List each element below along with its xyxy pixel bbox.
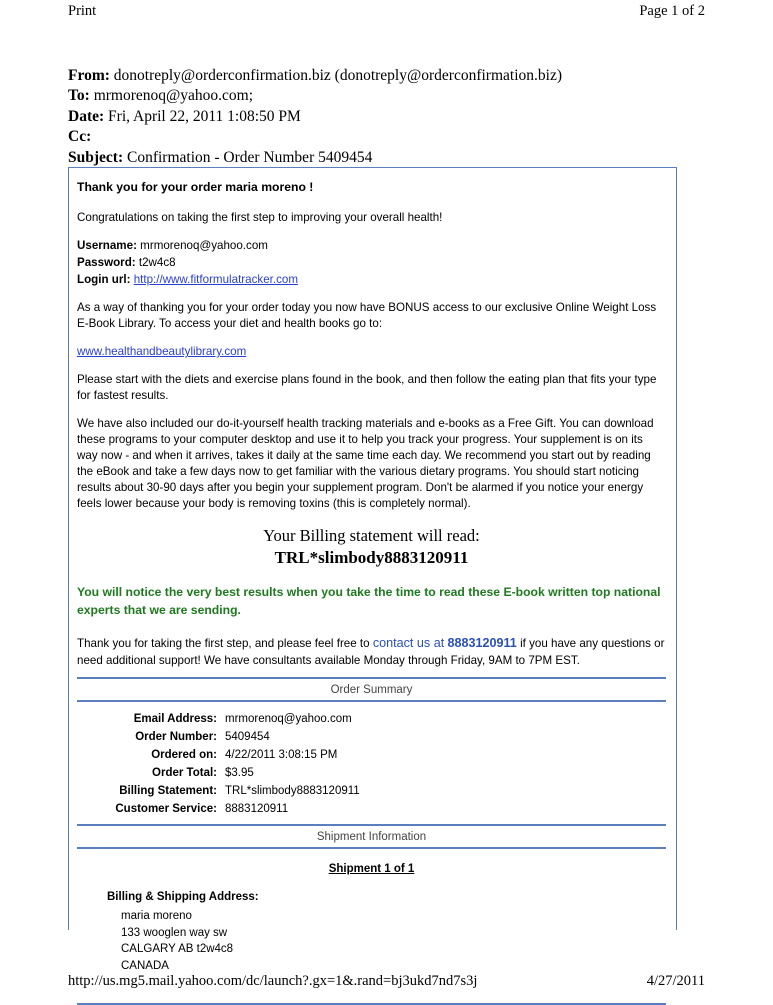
username-label: Username: [77, 238, 137, 252]
library-link-paragraph [77, 344, 666, 360]
page-indicator: Page 1 of 2 [639, 3, 705, 19]
contact-phone: 8883120911 [447, 635, 517, 650]
order-summary-value: 8883120911 [225, 803, 289, 816]
order-summary-label: Billing Statement: [119, 785, 217, 798]
to-label: To: [68, 87, 90, 105]
order-summary-label: Order Total: [152, 767, 217, 780]
credentials-block [77, 238, 666, 288]
date-label: Date: [68, 107, 105, 125]
username-row [77, 238, 666, 255]
footer-date: 4/27/2011 [646, 973, 705, 989]
congrats-text: Congratulations on taking the first step to improving your overall health! [77, 211, 443, 224]
address-line: CANADA [121, 959, 169, 972]
email-body-box [68, 167, 677, 972]
table-row [77, 782, 360, 800]
billing-heading: Your Billing statement will read: [263, 526, 480, 546]
table-row [77, 746, 360, 764]
thanks-prefix: Thank you for taking the first step, and please feel free to [77, 636, 370, 650]
address-heading: Billing & Shipping Address: [107, 891, 259, 904]
order-summary-value: $3.95 [225, 767, 254, 780]
print-footer [68, 973, 705, 990]
order-summary-label: Email Address: [133, 713, 217, 726]
header-subject [68, 148, 713, 168]
from-value: donotreply@orderconfirmation.biz (donotreply@orderconfirmation.biz) [113, 67, 562, 84]
billing-statement-text: TRL*slimbody8883120911 [274, 548, 469, 568]
order-summary-label: Customer Service: [115, 803, 217, 816]
table-row [77, 728, 360, 746]
order-summary-value: mrmorenoq@yahoo.com [225, 713, 352, 726]
shipment-of-label: Shipment 1 of 1 [328, 863, 415, 876]
address-line: 133 wooglen way sw [121, 926, 228, 939]
header-cc [68, 127, 713, 147]
library-link[interactable]: www.healthandbeautylibrary.com [77, 345, 247, 359]
order-summary-label: Order Number: [135, 731, 217, 744]
password-row [77, 255, 666, 272]
contact-text: contact us at [372, 635, 445, 650]
section-divider [77, 1003, 666, 1005]
email-body-content [69, 168, 676, 1005]
order-summary-value: TRL*slimbody8883120911 [225, 785, 360, 798]
print-label: Print [68, 3, 97, 19]
login-url-row [77, 272, 666, 289]
header-to [68, 86, 713, 106]
footer-url: http://us.mg5.mail.yahoo.com/dc/launch?.gx=1&.rand=bj3ukd7nd7s3j [68, 973, 478, 989]
header-from [68, 66, 713, 86]
green-note: You will notice the very best results when you take the time to read these E-book written top national experts that we are sending. [77, 585, 661, 617]
address-line: CALGARY AB t2w4c8 [121, 943, 234, 956]
gift-paragraph: We have also included our do-it-yourself health tracking materials and e-books as a Free Gift. You can download these programs to your computer desktop and use it to help you track your progress. Your supplement is on its way now - and when it arrives, takes it daily at the same time each day. We recommend you start out by reading the eBook and take a few days now to get familiar with the various dietary programs. You should start noticing results about 30-90 days after you begin your supplement program. Don't be alarmed if you notice your energy feels lower because your body is removing toxins (this is completely normal). [77, 417, 654, 511]
greeting-text: Thank you for your order maria moreno ! [77, 180, 314, 194]
password-value: t2w4c8 [138, 255, 176, 269]
login-url-label: Login url: [77, 272, 131, 286]
bonus-paragraph: As a way of thanking you for your order today you now have BONUS access to our exclusive Online Weight Loss E-Book Library. To access your diet and health books go to: [77, 301, 657, 331]
billing-shipping-address [77, 889, 666, 974]
date-value: Fri, April 22, 2011 1:08:50 PM [108, 107, 301, 125]
from-label: From: [68, 67, 110, 84]
login-url-link[interactable]: http://www.fitformulatracker.com [133, 272, 298, 286]
order-summary-table [77, 702, 666, 824]
table-row [77, 710, 360, 728]
thanks-paragraph [77, 635, 666, 669]
thanks-suffix: if you have any questions or need additional support! We have consultants available Monday through Friday, 9AM to 7PM EST. [77, 636, 665, 667]
email-headers [68, 66, 713, 168]
order-summary-section-title: Order Summary [77, 677, 666, 702]
to-value: mrmorenoq@yahoo.com; [93, 87, 254, 105]
table-row [77, 764, 360, 782]
subject-value: Confirmation - Order Number 5409454 [126, 148, 373, 166]
subject-label: Subject: [68, 148, 124, 166]
username-value: mrmorenoq@yahoo.com [140, 238, 268, 252]
cc-label: Cc: [68, 128, 92, 146]
password-label: Password: [77, 255, 136, 269]
order-summary-label: Ordered on: [151, 749, 217, 762]
order-summary-value: 4/22/2011 3:08:15 PM [225, 749, 338, 762]
order-summary-value: 5409454 [225, 731, 270, 744]
address-line: maria moreno [121, 909, 192, 922]
shipment-section-title: Shipment Information [77, 824, 666, 849]
print-header [68, 3, 705, 20]
start-paragraph: Please start with the diets and exercise plans found in the book, and then follow the eating plan that fits your type for fastest results. [77, 373, 657, 403]
header-date [68, 107, 713, 127]
table-row [77, 800, 360, 818]
